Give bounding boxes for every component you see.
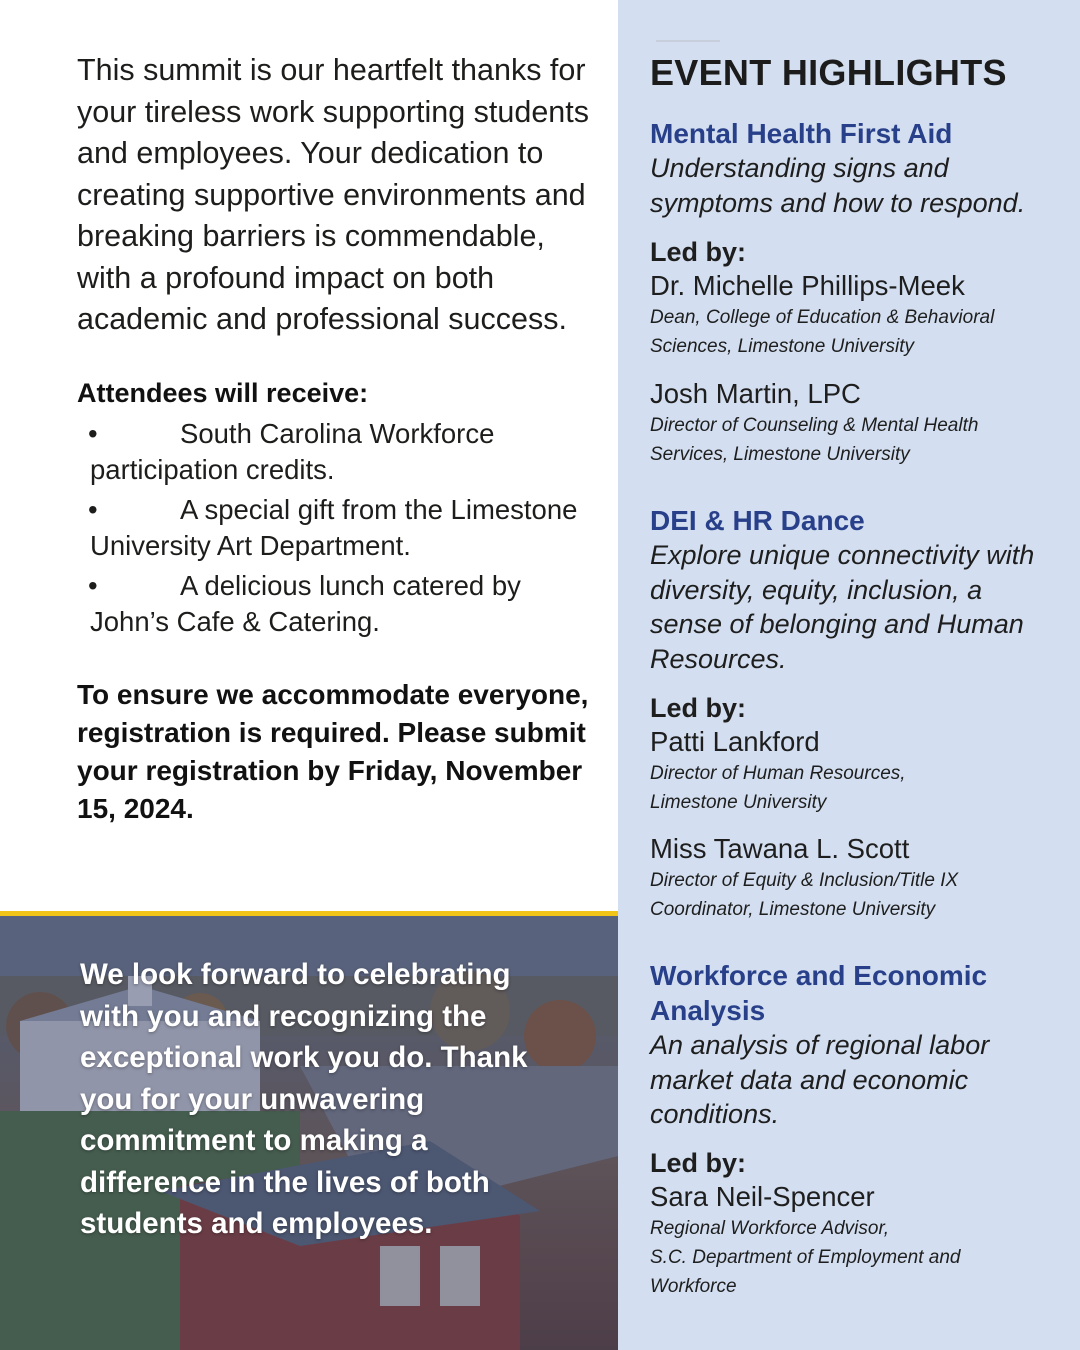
led-by-label: Led by: (650, 237, 747, 267)
event-highlights-sidebar (618, 0, 1080, 1350)
leader-role: S.C. Department of Employment and (650, 1247, 961, 1268)
session-dei-hr (650, 503, 1060, 676)
led-by-label: Led by: (650, 693, 747, 723)
leader-role: Services, Limestone University (650, 444, 910, 465)
attendees-receive-heading: Attendees will receive: (77, 378, 369, 408)
session-title: Mental Health First Aid (650, 118, 953, 149)
benefit-line: University Art Department. (90, 530, 411, 561)
session-mental-health (650, 116, 1060, 220)
leader-name: Josh Martin, LPC (650, 378, 861, 409)
bullet-icon: • (88, 494, 98, 525)
bullet-icon: • (88, 418, 98, 449)
benefits-list (88, 416, 608, 644)
leader-role: Director of Equity & Inclusion/Title IX (650, 870, 959, 891)
leader-role: Sciences, Limestone University (650, 336, 914, 357)
left-column (0, 0, 618, 912)
leader-name: Sara Neil-Spencer (650, 1181, 875, 1212)
list-item (88, 416, 608, 488)
list-item (88, 568, 608, 640)
intro-paragraph: This summit is our heartfelt thanks for your tireless work supporting students and employees. Your dedication to creating supportive environments and breaking barriers is commendable, with a profound impact on both academic and professional success. (77, 53, 589, 336)
session-leaders (650, 691, 1060, 817)
leader-name: Miss Tawana L. Scott (650, 833, 910, 864)
leader-role: Coordinator, Limestone University (650, 899, 936, 920)
session-leaders (650, 377, 1060, 469)
session-leaders (650, 832, 1060, 924)
benefit-line: participation credits. (90, 454, 335, 485)
session-leaders (650, 1146, 1060, 1301)
campus-photo-panel (0, 911, 618, 1350)
session-title: DEI & HR Dance (650, 505, 865, 536)
benefit-line: A special gift from the Limestone (180, 494, 578, 525)
session-description: Understanding signs and symptoms and how to respond. (650, 153, 1026, 218)
leader-role: Regional Workforce Advisor, (650, 1218, 890, 1239)
closing-message: We look forward to celebrating with you and recognizing the exceptional work you do. Thank you for your unwavering commitment to making a difference in the lives of both students and employees. (80, 958, 528, 1240)
session-title: Workforce and Economic Analysis (650, 960, 988, 1026)
leader-role: Director of Human Resources, (650, 763, 906, 784)
benefit-line: A delicious lunch catered by (180, 570, 521, 601)
accent-line (656, 40, 720, 42)
leader-name: Patti Lankford (650, 726, 820, 757)
benefit-line: South Carolina Workforce (180, 418, 495, 449)
session-description: Explore unique connectivity with diversity, equity, inclusion, a sense of belonging and Human Resources. (650, 540, 1035, 674)
registration-deadline: To ensure we accommodate everyone, registration is required. Please submit your registration by Friday, November 15, 2024. (77, 679, 589, 824)
leader-role: Dean, College of Education & Behavioral (650, 307, 995, 328)
session-description: An analysis of regional labor market data and economic conditions. (650, 1030, 990, 1129)
bullet-icon: • (88, 570, 98, 601)
leader-role: Workforce (650, 1276, 737, 1297)
session-workforce (650, 958, 1060, 1132)
leader-name: Dr. Michelle Phillips-Meek (650, 270, 965, 301)
leader-role: Limestone University (650, 792, 827, 813)
leader-role: Director of Counseling & Mental Health (650, 415, 979, 436)
benefit-line: John’s Cafe & Catering. (90, 606, 380, 637)
session-leaders (650, 235, 1060, 361)
led-by-label: Led by: (650, 1148, 747, 1178)
highlights-title: EVENT HIGHLIGHTS (650, 52, 1007, 93)
list-item (88, 492, 608, 564)
